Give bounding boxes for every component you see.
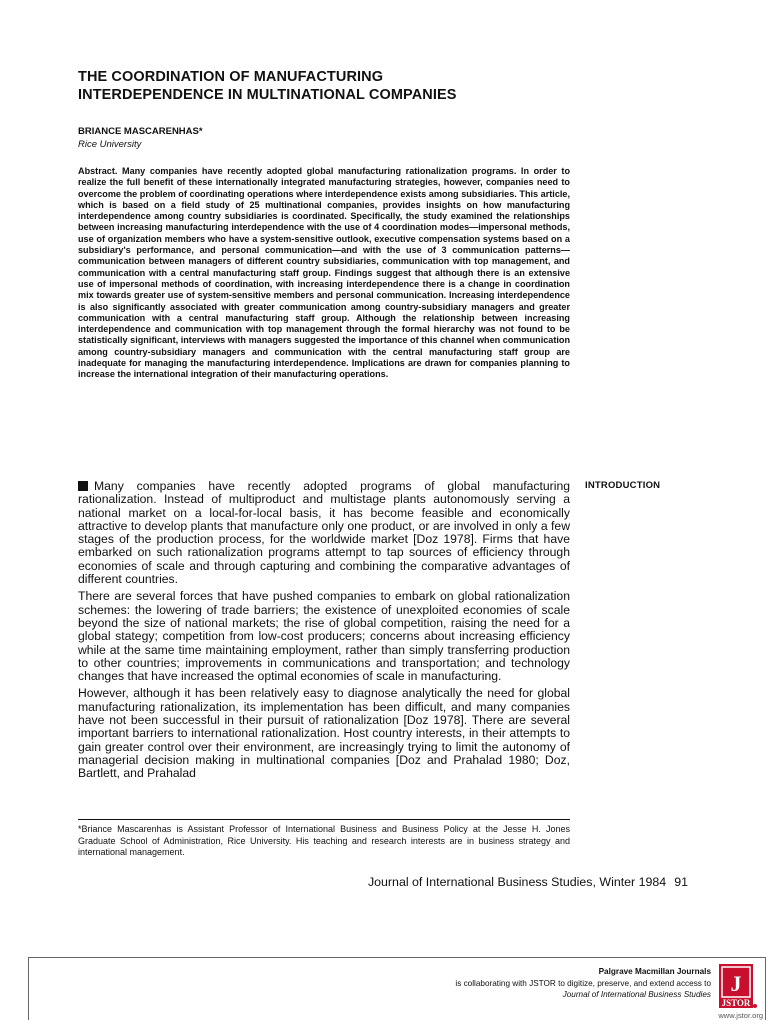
banner-text xyxy=(455,966,711,1001)
title-line-1: THE COORDINATION OF MANUFACTURING xyxy=(78,69,384,85)
section-heading: INTRODUCTION xyxy=(585,480,661,491)
logo-wordmark: JSTOR xyxy=(721,998,751,1008)
svg-text:J: J xyxy=(730,971,742,996)
page-number: 91 xyxy=(674,875,688,889)
paragraph-2: There are several forces that have pushed companies to embark on global rationalization schemes: the lowering of trade barriers; the existence of unexploited economies of scale beyond the size of national markets; the rise of global competition, raising the need for a global stategy; competition from low-cost producers; concerns about increasing efficiency while at the same time maintaining employment, rather than simply transferring production to other countries; improvements in communications and transportation; and technology changes that have increased the optimal economies of scale in manufacturing. xyxy=(78,589,570,684)
jstor-banner xyxy=(28,957,766,1020)
paragraph-1-text: Many companies have recently adopted programs of global manufacturing rationalization. Instead of multiproduct and multistage plants autonomously serving a national market on a local-for-local basis, it has become feasible and economically attractive to develop plants that manufacture only one product, or are involved in only a few stages of the production process, for the worldwide market [Doz 1978]. Firms that have embarked on such rationalization programs attempt to tap sources of efficiency through economies of scale and through capturing and combining the comparative advantages of different countries. xyxy=(78,479,570,587)
body-text xyxy=(78,480,570,785)
author-affiliation: Rice University xyxy=(78,139,142,150)
title-line-2: INTERDEPENDENCE IN MULTINATIONAL COMPANIES xyxy=(78,87,457,103)
paragraph-3: However, although it has been relatively easy to diagnose analytically the need for global manufacturing rationalization, its implementation has been difficult, and many companies have not been successful in their pursuit of rationalization [Doz 1978]. There are several important barriers to international rationalization. Host country interests, in their attempts to gain greater control over their environment, are increasingly trying to limit the autonomy of managerial decision making in multinational companies [Doz and Prahalad 1980; Doz, Bartlett, and Prahalad xyxy=(78,686,570,781)
jstor-logo-icon[interactable] xyxy=(717,962,757,1010)
article-title xyxy=(78,68,638,104)
jstor-url[interactable]: www.jstor.org xyxy=(718,1011,763,1020)
banner-publisher: Palgrave Macmillan Journals xyxy=(598,967,711,976)
footnote: *Briance Mascarenhas is Assistant Professor of International Business and Business Policy at the Jesse H. Jones Graduate School of Administration, Rice University. His teaching and research interests are in business strategy and international management. xyxy=(78,824,570,857)
author-name: BRIANCE MASCARENHAS* xyxy=(78,126,203,137)
journal-citation: Journal of International Business Studies, Winter 1984 xyxy=(367,875,667,889)
bullet-square-icon xyxy=(78,481,88,491)
footnote-divider xyxy=(78,819,570,820)
abstract: Abstract. Many companies have recently adopted global manufacturing rationalization programs. In order to realize the full benefit of these internationally integrated manufacturing strategies, however, companies need to overcome the problem of coordinating operations where interdependence exists among subsidiaries. This article, which is based on a field study of 25 multinational companies, provides insights on how manufacturing interdependence among country subsidiaries is coordinated. Specifically, the study examined the relationships between increasing manufacturing interdependence with the use of 4 coordination modes—impersonal methods, use of organization members who have a system-sensitive outlook, executive compensation systems based on a subsidiary's performance, and personal communication—and with the use of 3 communication patterns—communication between managers of different country subsidiaries, communication with top management, and communication with a central manufacturing staff group. Findings suggest that although there is an extensive use of impersonal methods of coordination, with increasing interdependence there is a change in coordination mix towards greater use of system-sensitive members and personal communication. Increasing interdependence is also significantly associated with greater communication among country-subsidiary managers and greater communication with a central manufacturing staff group. Although the relationship between increasing interdependence and communication with top management through the formal hierarchy was not found to be statistically significant, interviews with managers suggested the importance of this channel when communication among country-subsidiary managers and communication with the central manufacturing staff group are inadequate for managing the manufacturing interdependence. Implications are drawn for companies planning to increase the international integration of their manufacturing operations. xyxy=(78,166,570,380)
banner-collaboration: is collaborating with JSTOR to digitize, preserve, and extend access to xyxy=(455,978,711,988)
paragraph-1 xyxy=(78,480,570,586)
journal-footer xyxy=(368,875,688,889)
banner-journal: Journal of International Business Studies xyxy=(562,990,711,999)
